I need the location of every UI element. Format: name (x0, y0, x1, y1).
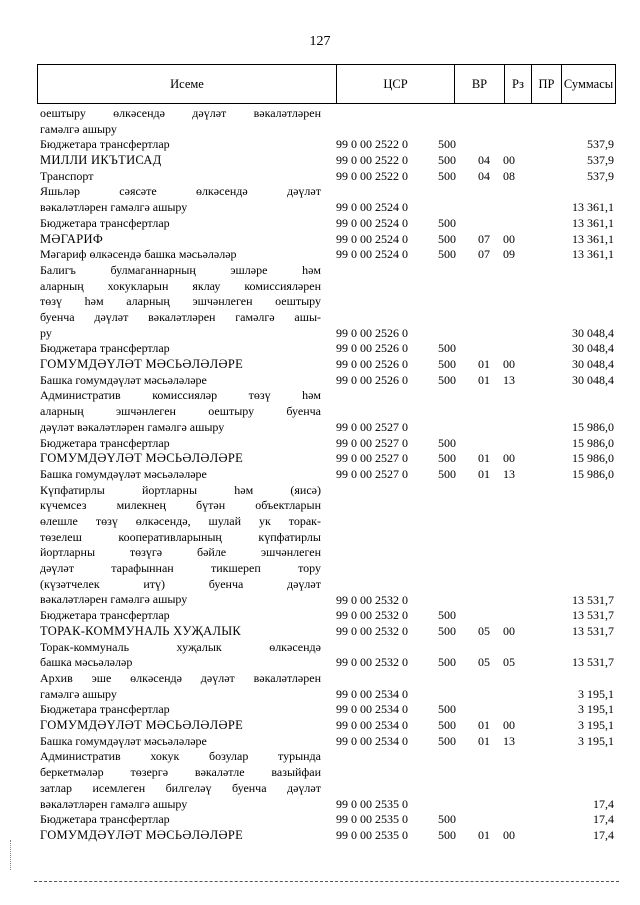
row-pr: 00 (503, 231, 515, 246)
row-name-line: буенча дәүләт вәкаләтләрен гамәлгә ашы- (40, 309, 321, 324)
table-row (0, 436, 640, 452)
table-row (0, 451, 640, 467)
margin-marks (10, 840, 13, 870)
row-name-line: (күзәтчелек итү) буенча дәүләт (40, 576, 321, 591)
row-vr: 500 (438, 231, 456, 246)
row-name (40, 734, 321, 750)
header-name: Исеме (170, 77, 204, 91)
row-name-line: гамәлгә ашыру (40, 686, 117, 701)
row-name-line: Яшьләр сәясәте өлкәсендә дәүләт (40, 184, 321, 199)
row-csr: 99 0 00 2535 0 (336, 827, 408, 842)
row-vr: 500 (438, 608, 456, 623)
row-vr: 500 (438, 168, 456, 183)
row-sum: 30 048,4 (572, 325, 614, 340)
row-name (40, 749, 321, 812)
row-csr: 99 0 00 2532 0 (336, 608, 408, 623)
row-csr: 99 0 00 2532 0 (336, 623, 408, 638)
row-csr: 99 0 00 2532 0 (336, 655, 408, 670)
table-row (0, 263, 640, 342)
row-name-line: беркетмәләр төзергә вәкаләтле вазыйфаи (40, 765, 321, 780)
row-vr: 500 (438, 435, 456, 450)
row-name (40, 137, 321, 153)
header-pr: ПР (531, 65, 561, 103)
table-row (0, 357, 640, 373)
row-csr: 99 0 00 2526 0 (336, 372, 408, 387)
row-name (40, 640, 321, 671)
table-row (0, 828, 640, 844)
row-csr: 99 0 00 2534 0 (336, 686, 408, 701)
row-sum: 3 195,1 (578, 733, 614, 748)
row-rz: 01 (478, 827, 490, 842)
row-csr: 99 0 00 2527 0 (336, 466, 408, 481)
row-sum: 3 195,1 (578, 702, 614, 717)
row-name (40, 671, 321, 702)
row-sum: 537,9 (587, 153, 614, 168)
row-pr: 00 (503, 153, 515, 168)
row-name-line: Торак-коммуналь хуҗалык өлкәсендә (40, 639, 321, 654)
row-vr: 500 (438, 827, 456, 842)
table-row (0, 483, 640, 609)
row-name-line: вәкаләтләрен гамәлгә ашыру (40, 796, 188, 811)
row-sum: 3 195,1 (578, 718, 614, 733)
row-csr: 99 0 00 2524 0 (336, 247, 408, 262)
row-name-line: ГОМУМДӘҮЛӘТ МӘСЬӘЛӘЛӘРЕ (40, 357, 244, 372)
row-rz: 05 (478, 655, 490, 670)
row-sum: 15 986,0 (572, 466, 614, 481)
row-name (40, 436, 321, 452)
row-name-line: төзү һәм аларның эшчәнлеген оештыру (40, 294, 321, 309)
row-name-line: Бюджетара трансфертлар (40, 137, 170, 152)
row-name-line: МИЛЛИ ИКЪТИСАД (40, 153, 162, 168)
row-sum: 537,9 (587, 137, 614, 152)
row-name-line: Мәгариф өлкәсендә башка мәсьәләләр (40, 247, 237, 262)
row-sum: 3 195,1 (578, 686, 614, 701)
row-name-line: Башка гомумдәүләт мәсьәләләре (40, 466, 207, 481)
row-name-line: Башка гомумдәүләт мәсьәләләре (40, 372, 207, 387)
row-name-line: Административ комиссияләр төзү һәм (40, 388, 321, 403)
row-csr: 99 0 00 2527 0 (336, 435, 408, 450)
row-name (40, 357, 321, 373)
row-rz: 05 (478, 623, 490, 638)
row-name-line: дәүләт вәкаләтләрен гамәлгә ашыру (40, 419, 225, 434)
row-name (40, 388, 321, 435)
row-sum: 13 361,1 (572, 247, 614, 262)
row-sum: 13 361,1 (572, 231, 614, 246)
row-sum: 30 048,4 (572, 372, 614, 387)
row-name (40, 169, 321, 185)
row-name-line: Архив эше өлкәсендә дәүләт вәкаләтләрен (40, 670, 321, 685)
table-row (0, 247, 640, 263)
row-csr: 99 0 00 2534 0 (336, 718, 408, 733)
row-name (40, 702, 321, 718)
row-rz: 01 (478, 466, 490, 481)
table-row (0, 608, 640, 624)
row-csr: 99 0 00 2526 0 (336, 341, 408, 356)
row-vr: 500 (438, 341, 456, 356)
table-body (0, 106, 640, 844)
row-pr: 05 (503, 655, 515, 670)
row-name-line: оештыру өлкәсендә дәүләт вәкаләтләрен (40, 106, 321, 120)
row-name-line: Бюджетара трансфертлар (40, 341, 170, 356)
row-vr: 500 (438, 372, 456, 387)
row-csr: 99 0 00 2522 0 (336, 153, 408, 168)
row-rz: 07 (478, 231, 490, 246)
row-name-line: Бюджетара трансфертлар (40, 435, 170, 450)
row-vr: 500 (438, 623, 456, 638)
row-pr: 00 (503, 827, 515, 842)
row-csr: 99 0 00 2526 0 (336, 357, 408, 372)
row-name-line: Бюджетара трансфертлар (40, 812, 170, 827)
footer-divider (34, 881, 619, 882)
row-csr: 99 0 00 2527 0 (336, 419, 408, 434)
header-vr: ВР (454, 65, 504, 103)
row-name-line: төзелеш кооперативларының күпфатирлы (40, 529, 321, 544)
header-sum: Суммасы (561, 65, 615, 103)
row-name-line: Башка гомумдәүләт мәсьәләләре (40, 733, 207, 748)
row-pr: 00 (503, 357, 515, 372)
row-csr: 99 0 00 2526 0 (336, 325, 408, 340)
row-vr: 500 (438, 137, 456, 152)
row-pr: 00 (503, 623, 515, 638)
row-name-line: ГОМУМДӘҮЛӘТ МӘСЬӘЛӘЛӘРЕ (40, 451, 244, 466)
row-name-line: вәкаләтләрен гамәлгә ашыру (40, 200, 188, 215)
row-name (40, 624, 321, 640)
table-row (0, 812, 640, 828)
row-name-line: МӘГАРИФ (40, 231, 103, 246)
row-rz: 01 (478, 451, 490, 466)
table-row (0, 467, 640, 483)
row-pr: 13 (503, 372, 515, 387)
row-vr: 500 (438, 215, 456, 230)
table-row (0, 106, 640, 137)
row-sum: 15 986,0 (572, 419, 614, 434)
row-csr: 99 0 00 2534 0 (336, 702, 408, 717)
table-row (0, 341, 640, 357)
table-row (0, 137, 640, 153)
row-rz: 01 (478, 733, 490, 748)
table-row (0, 373, 640, 389)
row-name-line: ТОРАК-КОММУНАЛЬ ХУҖАЛЫК (40, 623, 242, 638)
row-sum: 13 531,7 (572, 592, 614, 607)
row-rz: 04 (478, 168, 490, 183)
row-name-line: гамәлгә ашыру (40, 121, 117, 136)
row-csr: 99 0 00 2527 0 (336, 451, 408, 466)
row-name (40, 828, 321, 844)
row-sum: 537,9 (587, 168, 614, 183)
row-name-line: Административ хокук бозулар турында (40, 749, 321, 764)
row-sum: 17,4 (593, 796, 614, 811)
row-name-line: дәүләт тарафыннан тикшереп тору (40, 561, 321, 576)
row-pr: 13 (503, 466, 515, 481)
row-name-line: ГОМУМДӘҮЛӘТ МӘСЬӘЛӘЛӘРЕ (40, 827, 244, 842)
table-row (0, 153, 640, 169)
row-pr: 00 (503, 718, 515, 733)
row-name (40, 467, 321, 483)
row-pr: 13 (503, 733, 515, 748)
row-sum: 13 531,7 (572, 655, 614, 670)
row-name (40, 718, 321, 734)
row-name (40, 184, 321, 215)
row-csr: 99 0 00 2524 0 (336, 215, 408, 230)
table-row (0, 671, 640, 702)
row-name (40, 232, 321, 248)
row-vr: 500 (438, 702, 456, 717)
row-csr: 99 0 00 2532 0 (336, 592, 408, 607)
table-row (0, 388, 640, 435)
row-pr: 09 (503, 247, 515, 262)
row-name (40, 153, 321, 169)
row-sum: 30 048,4 (572, 341, 614, 356)
row-name-line: аларның эшчәнлеген оештыру буенча (40, 404, 321, 419)
row-name (40, 216, 321, 232)
row-name-line: күчемсез милекнең бүтән объектларын (40, 498, 321, 513)
row-name (40, 341, 321, 357)
row-vr: 500 (438, 466, 456, 481)
row-name (40, 373, 321, 389)
row-sum: 30 048,4 (572, 357, 614, 372)
table-row (0, 702, 640, 718)
row-vr: 500 (438, 812, 456, 827)
table-row (0, 718, 640, 734)
table-row (0, 749, 640, 812)
row-rz: 04 (478, 153, 490, 168)
row-sum: 13 361,1 (572, 215, 614, 230)
table-row (0, 734, 640, 750)
row-name (40, 451, 321, 467)
row-sum: 13 361,1 (572, 200, 614, 215)
row-name-line: йортларны төзүгә бәйле эшчәнлеген (40, 545, 321, 560)
row-sum: 13 531,7 (572, 608, 614, 623)
row-vr: 500 (438, 247, 456, 262)
row-name-line: ру (40, 325, 52, 340)
row-name (40, 247, 321, 263)
row-name-line: Транспорт (40, 168, 94, 183)
row-name-line: ГОМУМДӘҮЛӘТ МӘСЬӘЛӘЛӘРЕ (40, 718, 244, 733)
row-sum: 15 986,0 (572, 435, 614, 450)
header-csr: ЦСР (336, 65, 454, 103)
row-name-line: Балигъ булмаганнарның эшләре һәм (40, 262, 321, 277)
row-rz: 01 (478, 372, 490, 387)
row-vr: 500 (438, 153, 456, 168)
row-csr: 99 0 00 2522 0 (336, 168, 408, 183)
table-row (0, 624, 640, 640)
row-name-line: Бюджетара трансфертлар (40, 608, 170, 623)
row-name (40, 483, 321, 609)
row-vr: 500 (438, 357, 456, 372)
row-name (40, 812, 321, 828)
table-row (0, 232, 640, 248)
row-pr: 00 (503, 451, 515, 466)
row-vr: 500 (438, 733, 456, 748)
table-row (0, 640, 640, 671)
row-sum: 15 986,0 (572, 451, 614, 466)
table-row (0, 216, 640, 232)
row-csr: 99 0 00 2534 0 (336, 733, 408, 748)
row-name-line: аларның хокукларын яклау комиссияләрен (40, 278, 321, 293)
page-number: 127 (309, 34, 331, 49)
row-vr: 500 (438, 718, 456, 733)
row-sum: 13 531,7 (572, 623, 614, 638)
row-name-line: Күпфатирлы йортларны һәм (яисә) (40, 482, 321, 497)
row-csr: 99 0 00 2524 0 (336, 200, 408, 215)
row-rz: 01 (478, 357, 490, 372)
row-rz: 01 (478, 718, 490, 733)
row-name-line: өлешле төзү өлкәсендә, шулай ук торак- (40, 514, 321, 528)
row-name (40, 608, 321, 624)
table-row (0, 169, 640, 185)
row-csr: 99 0 00 2522 0 (336, 137, 408, 152)
row-pr: 08 (503, 168, 515, 183)
table-header (37, 64, 616, 104)
table-row (0, 184, 640, 215)
row-name-line: Бюджетара трансфертлар (40, 215, 170, 230)
row-sum: 17,4 (593, 812, 614, 827)
row-rz: 07 (478, 247, 490, 262)
row-csr: 99 0 00 2535 0 (336, 796, 408, 811)
row-csr: 99 0 00 2524 0 (336, 231, 408, 246)
row-name (40, 263, 321, 341)
row-name-line: Бюджетара трансфертлар (40, 702, 170, 717)
row-name-line: затлар исемлеген билгеләү буенча дәүләт (40, 780, 321, 795)
row-name-line: башка мәсьәләләр (40, 655, 133, 670)
row-csr: 99 0 00 2535 0 (336, 812, 408, 827)
header-rz: Рз (504, 65, 531, 103)
row-vr: 500 (438, 451, 456, 466)
row-name (40, 106, 321, 137)
row-name-line: вәкаләтләрен гамәлгә ашыру (40, 592, 188, 607)
row-vr: 500 (438, 655, 456, 670)
row-sum: 17,4 (593, 827, 614, 842)
